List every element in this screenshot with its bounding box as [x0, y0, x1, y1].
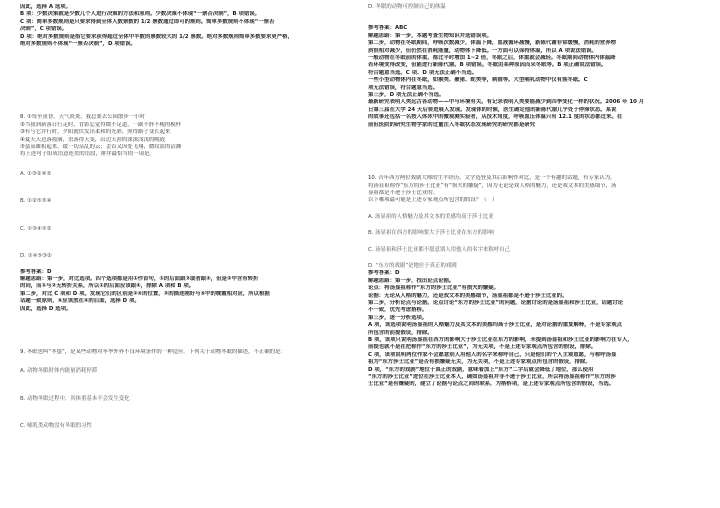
analysis-line: 解题思路：第一步，找出论点论据。	[368, 277, 455, 284]
question-9-option-c: C. 哺乳类动物没有冬眠的习性	[20, 423, 92, 430]
question-line: 将汤显祖称作“东方的莎士比亚”有“损夫的嫌疑”，因为无论是戏人格的魅力，还是戏文本的美感细节，汤	[368, 182, 617, 189]
question-8-option-a: A. ①③②④⑤	[20, 170, 52, 177]
analysis-line: 第二步，分析论点与论据。论点讨论“东方的莎士比亚”的问题，论据讨论的是汤显祖和莎士比亚，话题讨论	[368, 299, 624, 306]
analysis-line: 符合题意当选。C 项、D 项无法正确不当选。	[368, 69, 478, 76]
question-line: ②当我到新落日行走时，背影忘觉得微不足道，一副不胖不瘦的模样	[20, 121, 182, 128]
analysis-line: B 项，该项只说明汤显祖在西方的影响大于莎士比亚在东方的影响，未提到汤显祖和莎士比亚的影响力在专人，	[368, 337, 633, 343]
question-line: ④夏天天边落霞满，虫落得天变，山边天涯的深深浅浅的晚霞	[20, 136, 165, 143]
analysis-line: 第三步，D 项无法正确不当选。	[368, 92, 445, 99]
explanation-line: 绝对多数规则不体现“一票否决制”，D 项错误。	[20, 41, 136, 48]
analysis-line: 一般动物在冬眠前的体重，都比平时增加 1~2 倍，冬眠之后，体重就会减轻。冬眠期间动物体内体温降	[368, 55, 616, 62]
question-9-option-d: D. 冬眠的动物可控制自己的体温	[368, 4, 446, 10]
question-9-option-a: A. 动物冬眠时体内能量消耗停滞	[20, 368, 98, 375]
analysis-line: A 项，该选项说明汤显祖的人格魅力及其文本的美感均高于莎士比亚，是对论据的重复解释，不是专家观点	[368, 322, 623, 329]
analysis-line: 第二步，对比 C 项和 D 项。发现它们的区别是②④的位置，②的描述刚好与⑤中的晚霞相对应，所以根据	[20, 290, 270, 297]
question-9-option-b: B. 动物冬眠过程中，其体重基本不会发生变化	[20, 395, 130, 402]
explanation-line: D 项：绝对多数规则是指它要求获得超过全体中半数的票数较大的 1/2 票数。绝对多数规则简单多数要求更严格，	[20, 33, 293, 40]
note-line: 的故事还包括一名按入体冰中的微观测实验者，从技术角度，呼吸血压体温只有 12.1 度的状态都过来。在	[368, 114, 623, 121]
analysis-line: 若环境变得改变，但能进行新陈代谢。B 项错误。冬眠由某种原因而采冬眠等。B 项正确说法错误。	[368, 62, 607, 69]
question-line: 10. 昔年西方两位戏剧大师的生平经历，文学选登及其后影响作对比，是一个有趣的话题，有专家认为，	[368, 175, 616, 182]
analysis-line: 论据：无论从人格的魅力，还是戏文本的美感细节，汤显祖都是不逊于莎士比亚的。	[368, 292, 568, 299]
question-8-option-c: C. ①③④⑤②	[20, 225, 52, 232]
note-line: 最新研究表明人类远古各动物——中与环境有关。有记录表明人类要能减少到四季变化一样的状况。2006 年 10 月	[368, 99, 645, 106]
question-9-stem: 9. 冬眠也叫“冬蛰”，是某些动物对冬季外界不良环境条件的一种适应。下列关于动物冬眠的描述，不正确的是：	[20, 348, 286, 355]
analysis-line: C 项，该项说明两位作家不会愿意别人用他人的名字来称呼自己，只是他们的个人主观意愿，与称呼汤显	[368, 351, 617, 358]
note-line: 前但医院的研究生物学家的过量注入冬眠状态发现研究的研究都是研究	[368, 121, 536, 128]
analysis-line: 士比亚”是有嫌疑的，建立了论据与论点之间的联系，为搭桥项，是上述专家观点所包含的假设，当选。	[368, 381, 615, 388]
analysis-line: 一些小型动物体内在冬眠，如猴类、豪猪、蛇类等，刺猬等。大型哺乳动物中仅有熊冬眠。C	[368, 77, 588, 84]
analysis-line: 前提也就不是在把称作“东方的莎士比亚”，为无关项，不是上述专家观点所包含的假设，排除。	[368, 344, 597, 351]
question-line: 将上述句子组成语意连贯的语段，排序最恰当的一项是。	[20, 151, 155, 158]
analysis-line: 不一致，优先考虑搭桥。	[368, 307, 428, 314]
question-10-option-c: C. 汤显祖和莎士比亚都不愿意别人用他人的名字来称呼自己	[368, 246, 510, 253]
answer-label: 参考答案：D	[368, 270, 400, 277]
analysis-line: 因此，选择 D 选项。	[20, 305, 72, 312]
question-line: 8. ①每至黄昏，天气炎炎，我总要去公园散步一小时	[20, 114, 145, 121]
analysis-line: 解题思路：第一步，本题考查生物知识并选错误项。	[368, 32, 492, 39]
analysis-line: 所包含的前提假设，排除。	[368, 329, 433, 336]
note-line: 日第三届在大学 24 天后要进展人发现。发现体的时候，医生确定他的新陈代谢几乎处于停滞状态。某说	[368, 106, 617, 113]
right-column	[368, 0, 702, 389]
analysis-line: “东方的莎士比亚”进位在莎士比亚本人，确如汤显祖并非不逊于莎士比亚，所以将汤显祖称作“东方的莎	[368, 374, 616, 381]
explanation-line: 决制”，C 项错误。	[20, 26, 68, 33]
analysis-line: D 项，“东方的戏剧”地位于真正的戏剧，意味着加上“东方”二字后就会降低了地位，那么使用	[368, 366, 594, 373]
analysis-line: 项无法错误，符合题意当选。	[368, 84, 439, 91]
question-8-answer	[20, 269, 354, 313]
analysis-line: 第三步，逐一分析选项。	[368, 314, 428, 321]
analysis-line: 论点：将汤显祖称作“东方的莎士比亚”有损夫的嫌疑。	[368, 285, 500, 292]
analysis-line: 解题思路：第一步，对比选项。四个选项都是用①作首句，①的后面跟②或者跟④，但是②中含有转折	[20, 275, 259, 282]
answer-label: 参考答案：D	[20, 268, 52, 275]
previous-question-explanation	[20, 4, 354, 48]
question-10-option-a: A. 汤显祖的人格魅力及其文本的美感均高于莎士比亚	[368, 213, 494, 220]
question-line: 显祖都是不逊于莎士比亚的。	[368, 189, 439, 196]
question-8-option-d: D. ①④⑤③②	[20, 253, 52, 260]
question-10-option-b: B. 汤显祖在西方的影响要大于莎士比亚在东方的影响	[368, 230, 494, 237]
question-8-option-b: B. ①②⑤③④	[20, 198, 52, 205]
question-10-stem	[368, 175, 702, 205]
question-line: 以下哪项最可能是上述专家观点所包含的假设？（ ）	[368, 197, 498, 204]
analysis-line: 第二步，动物在冬眠期间，呼吸次数减少，体温下降，血液循环减慢，新陈代谢非常缓慢，消耗的营养物	[368, 40, 616, 47]
answer-label: 参考答案：ABC	[368, 25, 408, 32]
question-line: ⑤蛮高雄积起来，缓一切杂乱的云；歪首又因处飞翔，微纹蓝的沼渊	[20, 144, 182, 151]
supplementary-notes	[368, 99, 702, 129]
explanation-line: C 项：简单多数规则是只要求得到全体人数票数的 1/2 票数通过即可的规则。简单多数规则不体现“一票否	[20, 18, 275, 25]
explanation-line: 因此，选择 A 选项。	[20, 4, 72, 10]
question-10-option-d: D. “东方的戏剧”是地位于真正的戏剧	[368, 262, 457, 269]
question-8-stem	[20, 114, 354, 158]
analysis-line: 祖为“东方莎士比亚”是否有损嫌疑无关，为无关项，不是上述专家观点所包含的假设，排除。	[368, 359, 591, 366]
question-line: ③有与它并行时，夕阳就伏发出柔和的光彩，照得路子变长起来	[20, 129, 171, 136]
analysis-line: 话题一致原则，⑤应该放在④的后面，选择 D 项。	[20, 298, 140, 305]
question-10-answer	[368, 270, 702, 389]
question-9-answer	[368, 25, 702, 99]
explanation-line: B 项：少数决策就是少数几个人进行决策的方法和原则。少数决策不体现“一票否决制”，B 项错误。	[20, 11, 261, 18]
analysis-line: 质很相对减少，但仍然在消耗能量，动物体下降低。一方面可以保持体温，所以 A 项说法错误。	[368, 47, 597, 54]
left-column	[20, 0, 354, 431]
analysis-line: 的词，而①与②无转折关系，所以①的后面应该跟④，排除 A 项和 B 项。	[20, 283, 195, 290]
